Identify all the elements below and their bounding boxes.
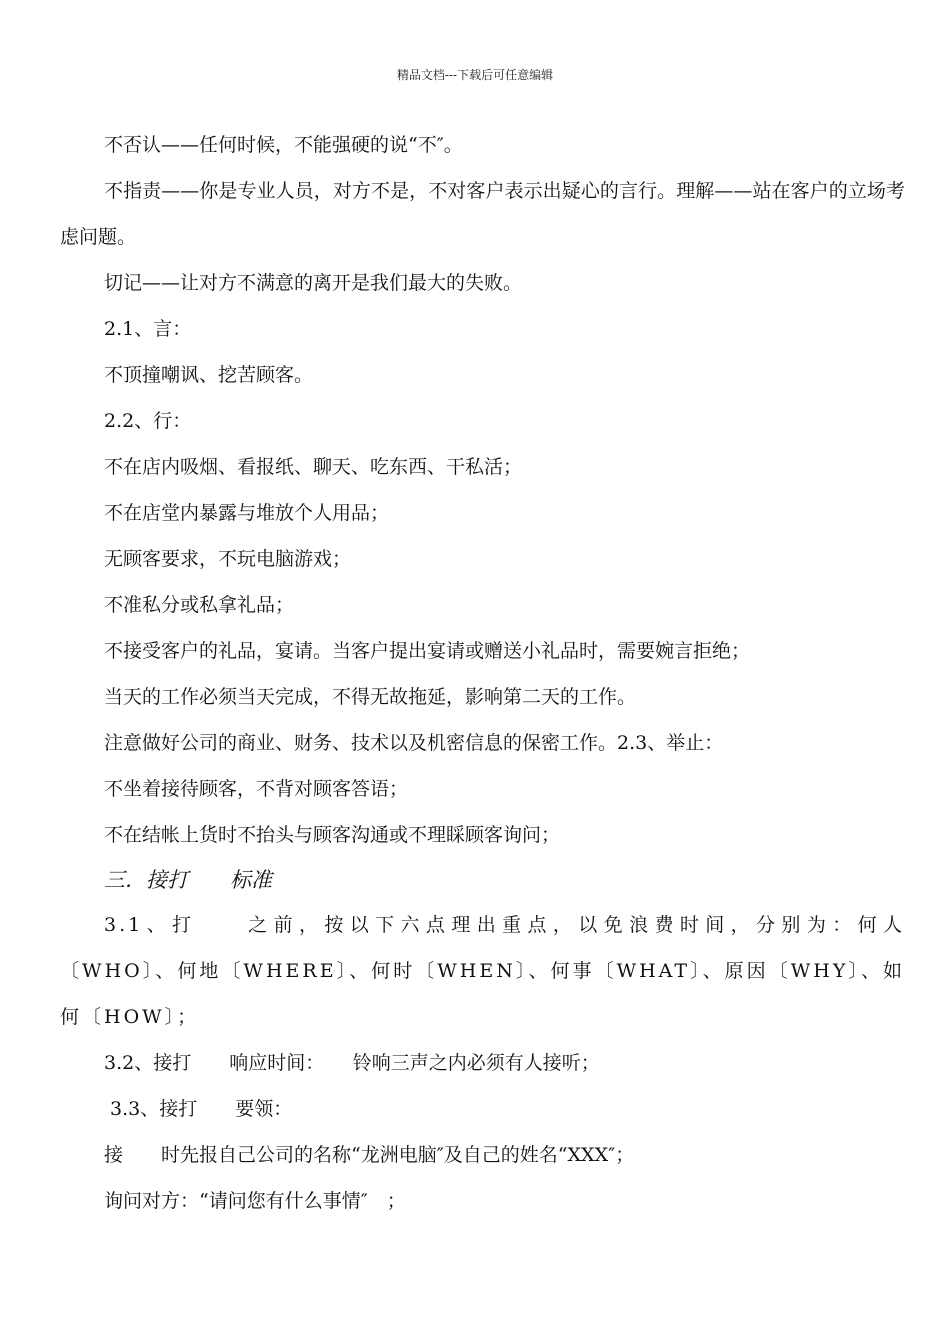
paragraph-conduct-rule-6: 当天的工作必须当天完成，不得无故拖延，影响第二天的工作。 <box>104 686 637 708</box>
page-header: 精品文档---下载后可任意编辑 <box>396 68 554 82</box>
paragraph-ask-purpose: 询问对方：“请问您有什么事情″ ； <box>104 1190 406 1212</box>
paragraph-conduct-rule-3: 无顾客要求，不玩电脑游戏； <box>104 548 352 570</box>
paragraph-conduct-rule-7: 注意做好公司的商业、财务、技术以及机密信息的保密工作。2.3、举止： <box>104 732 724 754</box>
section-2-2-title: 2.2、行： <box>104 410 192 432</box>
paragraph-manner-rule-1: 不坐着接待顾客，不背对顾客答语； <box>104 778 409 800</box>
paragraph-conduct-rule-4: 不准私分或私拿礼品； <box>104 594 295 616</box>
paragraph-remember: 切记——让对方不满意的离开是我们最大的失败。 <box>104 272 523 294</box>
paragraph-no-deny: 不否认——任何时候，不能强硬的说“不″。 <box>104 134 463 156</box>
paragraph-answer-greeting: 接 时先报自己公司的名称“龙洲电脑″及自己的姓名“XXX″； <box>104 1144 635 1166</box>
paragraph-speech-rule: 不顶撞嘲讽、挖苦顾客。 <box>104 364 314 386</box>
document-body <box>60 122 905 1224</box>
paragraph-manner-rule-2: 不在结帐上货时不抬头与顾客沟通或不理睬顾客询问； <box>104 824 561 846</box>
section-2-1-title: 2.1、言： <box>104 318 192 340</box>
paragraph-conduct-rule-5: 不接受客户的礼品，宴请。当客户提出宴请或赠送小礼品时，需要婉言拒绝； <box>104 640 751 662</box>
paragraph-3-3: 3.3、接打 要领： <box>104 1098 293 1120</box>
paragraph-conduct-rule-2: 不在店堂内暴露与堆放个人用品； <box>104 502 390 524</box>
paragraph-conduct-rule-1: 不在店内吸烟、看报纸、聊天、吃东西、干私活； <box>104 456 523 478</box>
paragraph-no-blame: 不指责——你是专业人员，对方不是，不对客户表示出疑心的言行。理解——站在客户的立场考虑问题。 <box>60 180 905 248</box>
paragraph-3-2: 3.2、接打 响应时间： 铃响三声之内必须有人接听； <box>104 1052 600 1074</box>
section-3-heading: 三．接打 标准 <box>104 868 272 892</box>
paragraph-3-1: 3.1、打 之前，按以下六点理出重点，以免浪费时间，分别为：何人〔WHO〕、何地〔WHERE〕、何时〔WHEN〕、何事〔WHAT〕、原因〔WHY〕、如何〔HOW〕； <box>60 914 905 1028</box>
